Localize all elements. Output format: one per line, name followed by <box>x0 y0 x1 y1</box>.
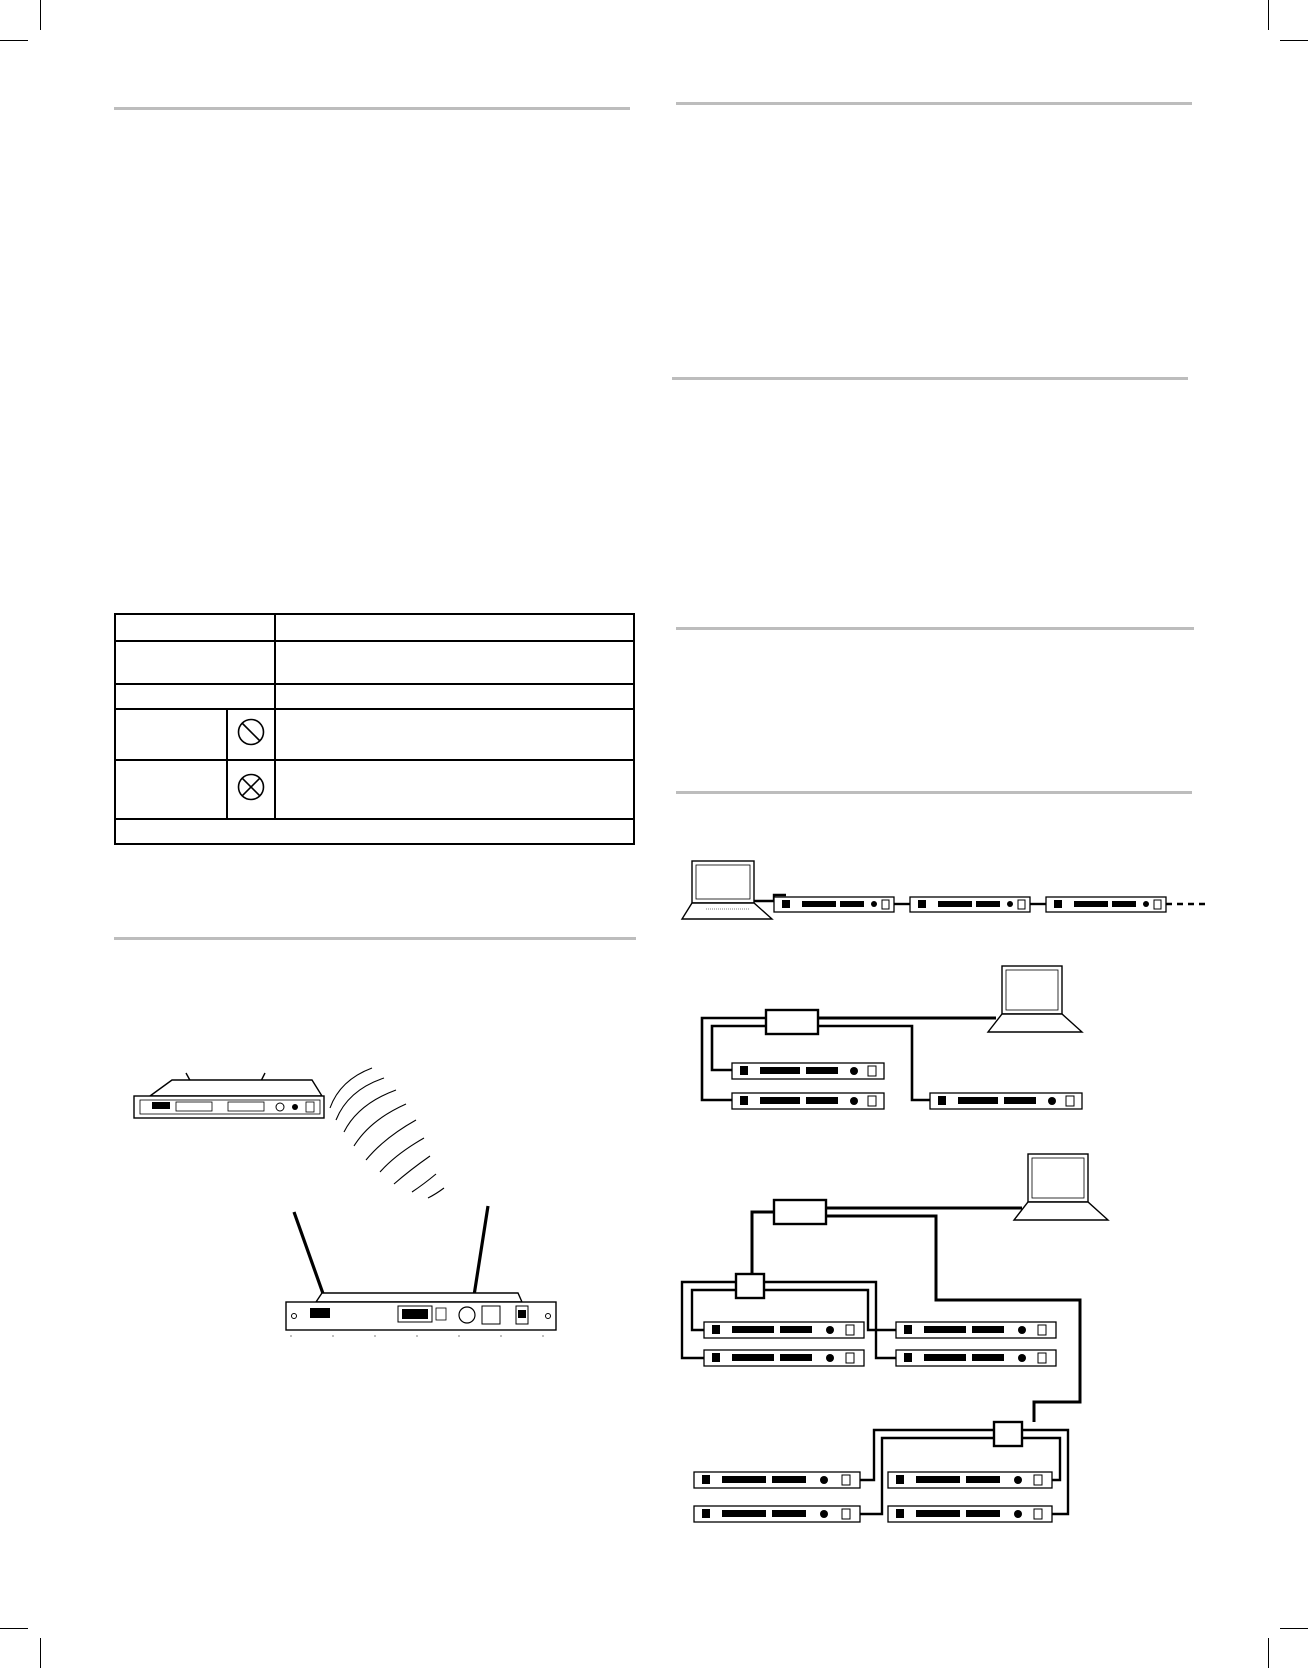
rack-unit <box>694 1506 860 1522</box>
table-cell <box>275 709 634 760</box>
rack-unit <box>888 1472 1052 1488</box>
crop-mark <box>1280 1628 1308 1629</box>
right-rule-4 <box>676 791 1192 794</box>
right-rule-2 <box>672 377 1188 380</box>
switch-box <box>994 1422 1022 1446</box>
rf-waves-icon <box>330 1068 444 1198</box>
table-cell <box>227 709 275 760</box>
rack-unit <box>694 1472 860 1488</box>
right-rule-3 <box>676 627 1194 630</box>
table-cell <box>275 641 634 684</box>
crop-mark <box>40 1638 41 1668</box>
table-row <box>115 641 634 684</box>
rack-unit <box>896 1350 1056 1366</box>
table-cell <box>227 760 275 819</box>
circle-x-icon <box>236 772 266 802</box>
left-rule-2 <box>114 937 636 940</box>
table-cell <box>115 709 227 760</box>
rack-unit <box>910 897 1030 912</box>
table-row <box>115 709 634 760</box>
table-cell <box>115 641 275 684</box>
switch-box <box>766 1010 818 1034</box>
rack-unit <box>704 1350 864 1366</box>
crop-mark <box>0 1628 28 1629</box>
rack-unit <box>732 1093 884 1109</box>
table-header-row <box>115 614 634 641</box>
laptop-icon <box>682 861 772 919</box>
table-row <box>115 684 634 709</box>
rack-unit <box>888 1506 1052 1522</box>
table-header-cell <box>115 614 275 641</box>
laptop-icon <box>1014 1154 1108 1220</box>
laptop-icon <box>988 966 1082 1032</box>
rack-unit <box>774 897 894 912</box>
table-header-cell <box>275 614 634 641</box>
crop-mark <box>1268 0 1269 30</box>
switch-box <box>736 1274 764 1298</box>
table-cell <box>275 760 634 819</box>
rack-unit <box>930 1093 1082 1109</box>
table-cell <box>115 819 634 844</box>
left-rule-1 <box>114 107 630 110</box>
switch-box <box>774 1200 826 1224</box>
single-switch-figure <box>690 960 1110 1110</box>
antenna-receiver-unit <box>286 1206 556 1336</box>
table-row <box>115 760 634 819</box>
receiver-rack-unit <box>134 1073 324 1118</box>
rack-unit <box>896 1322 1056 1338</box>
crop-mark <box>40 0 41 30</box>
rack-unit <box>732 1063 884 1079</box>
table-footer-row <box>115 819 634 844</box>
rack-unit <box>704 1322 864 1338</box>
daisy-chain-figure <box>678 855 1218 935</box>
table-cell <box>115 684 275 709</box>
rack-unit <box>1046 897 1166 912</box>
wireless-link-figure <box>130 1040 600 1360</box>
crop-mark <box>0 40 28 41</box>
crop-mark <box>1268 1638 1269 1668</box>
multi-switch-figure <box>678 1150 1138 1530</box>
right-rule-1 <box>676 102 1192 105</box>
table-cell <box>115 760 227 819</box>
circle-slash-icon <box>236 717 266 747</box>
table-cell <box>275 684 634 709</box>
crop-mark <box>1280 40 1308 41</box>
compatibility-table <box>114 613 635 845</box>
